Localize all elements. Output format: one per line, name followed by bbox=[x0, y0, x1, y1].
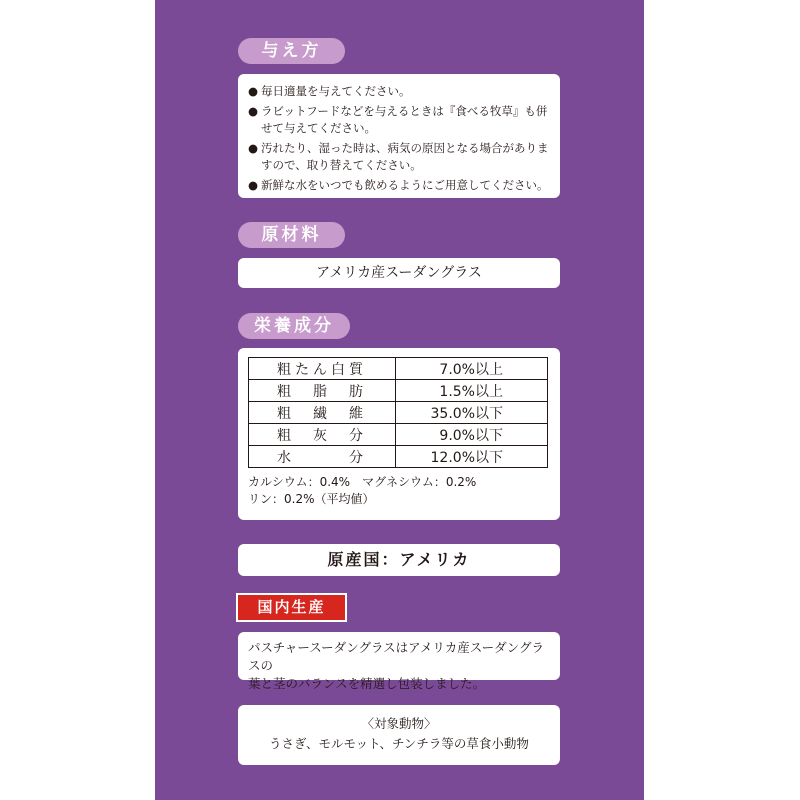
description-box bbox=[238, 632, 560, 691]
feeding-item bbox=[248, 83, 550, 101]
domestic-production-badge: 国内生産 bbox=[238, 595, 345, 620]
nutrition-heading: 栄養成分 bbox=[238, 313, 350, 339]
target-heading: 〈対象動物〉 bbox=[361, 716, 437, 731]
table-row bbox=[249, 402, 548, 424]
description-line: 葉と茎のバランスを精選し包装しました。 bbox=[248, 676, 486, 691]
minerals-line: カルシウム：0.4% マグネシウム：0.2% bbox=[248, 475, 477, 489]
nutrient-name: 水 分 bbox=[249, 446, 396, 468]
feeding-item bbox=[248, 177, 550, 195]
bullet-icon: ● bbox=[248, 84, 259, 98]
table-row bbox=[249, 424, 548, 446]
feeding-instructions-box bbox=[238, 74, 560, 198]
target-animals-box bbox=[238, 705, 560, 765]
nutrient-value: 7.0%以上 bbox=[396, 358, 548, 380]
feeding-heading: 与え方 bbox=[238, 38, 345, 64]
ingredients-heading: 原材料 bbox=[238, 222, 345, 248]
ingredients-text: アメリカ産スーダングラス bbox=[316, 265, 482, 281]
feeding-item-text: 新鮮な水をいつでも飲めるようにご用意してください。 bbox=[261, 177, 549, 192]
nutrient-value: 12.0%以下 bbox=[396, 446, 548, 468]
feeding-item bbox=[248, 103, 550, 138]
feeding-item-text: 毎日適量を与えてください。 bbox=[261, 84, 411, 98]
table-row bbox=[249, 358, 548, 380]
feeding-item-text: ラビットフードなどを与えるときは『食べる牧草』も併せて与えてください。 bbox=[261, 103, 548, 135]
nutrient-value: 9.0%以下 bbox=[396, 424, 548, 446]
nutrient-name: 粗たん白質 bbox=[249, 358, 396, 380]
nutrition-table bbox=[248, 357, 548, 468]
nutrient-value: 35.0%以下 bbox=[396, 402, 548, 424]
bullet-icon: ● bbox=[248, 140, 259, 155]
nutrition-box bbox=[238, 348, 560, 520]
target-text: うさぎ、モルモット、チンチラ等の草食小動物 bbox=[269, 736, 529, 751]
origin-text: 原産国：アメリカ bbox=[327, 550, 471, 569]
nutrient-name: 粗 脂 肪 bbox=[249, 380, 396, 402]
bullet-icon: ● bbox=[248, 103, 259, 118]
ingredients-box bbox=[238, 258, 560, 288]
table-row bbox=[249, 380, 548, 402]
table-row bbox=[249, 446, 548, 468]
minerals-info bbox=[248, 474, 550, 508]
minerals-line: リン：0.2%（平均値） bbox=[248, 492, 375, 506]
nutrient-name: 粗 繊 維 bbox=[249, 402, 396, 424]
feeding-item bbox=[248, 140, 550, 175]
bullet-icon: ● bbox=[248, 177, 259, 192]
origin-box bbox=[238, 544, 560, 576]
feeding-item-text: 汚れたり、湿った時は、病気の原因となる場合がありますので、取り替えてください。 bbox=[261, 140, 549, 172]
description-line: パスチャースーダングラスはアメリカ産スーダングラスの bbox=[248, 640, 545, 673]
nutrient-value: 1.5%以上 bbox=[396, 380, 548, 402]
nutrient-name: 粗 灰 分 bbox=[249, 424, 396, 446]
